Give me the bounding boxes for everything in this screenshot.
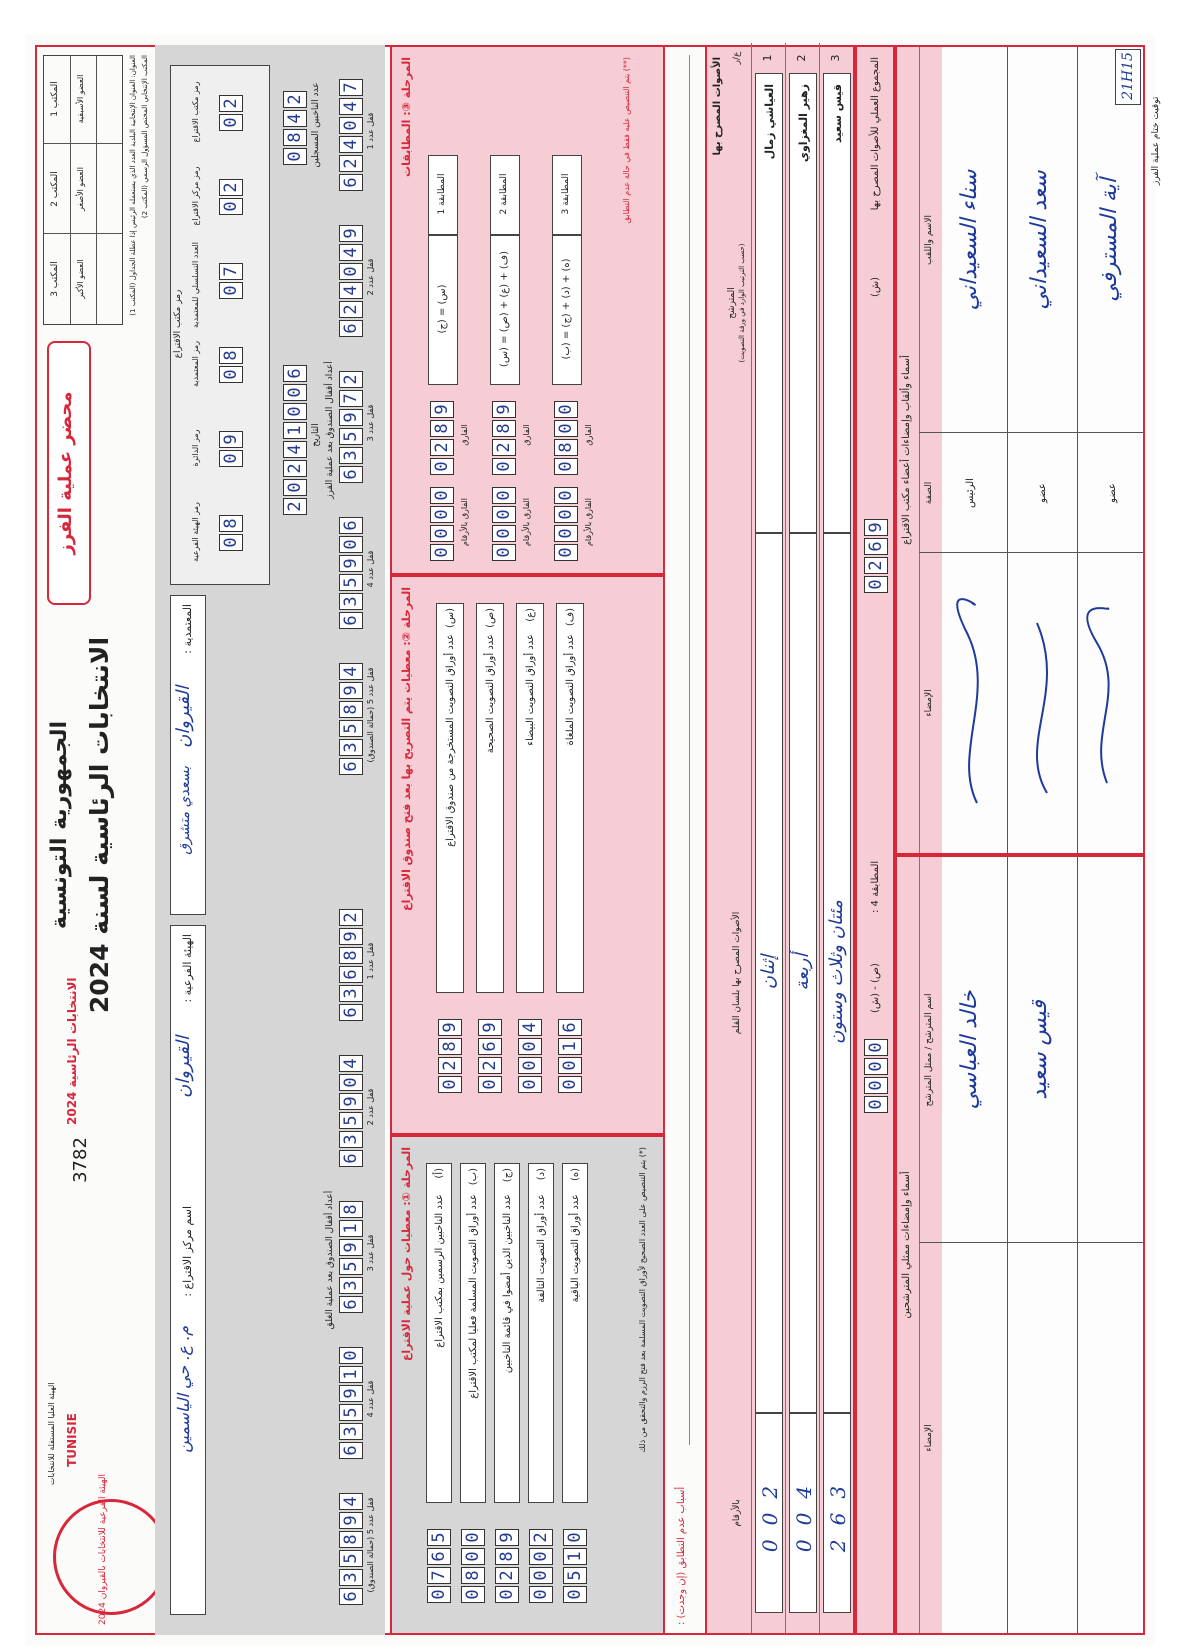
digit-cell: 5 [339, 1112, 363, 1129]
match4-digits[interactable] [864, 1039, 888, 1113]
match1-left[interactable] [430, 401, 454, 475]
digit-cell: 1 [558, 1038, 582, 1055]
digit-cell: 0 [219, 534, 243, 551]
member-name-3: آية المسترفي [1097, 178, 1122, 302]
representatives-table: أسماء وإمضاءات ممثلي المترشحين اسم المترشح / ممثل المترشح الإمضاء خالد العباسي قيس سعيد [895, 855, 1145, 1635]
digit-cell: 3 [339, 1131, 363, 1148]
brand-logo: TUNISIE [65, 1413, 79, 1467]
totals-row [855, 45, 895, 1635]
digit-cell: 9 [339, 682, 363, 699]
digit-cell: 1 [563, 1548, 587, 1565]
digit-cell: 0 [492, 458, 516, 475]
digit-cell: 5 [339, 720, 363, 737]
code-cell: رمز الدائرة 0 9 [191, 429, 241, 467]
candidate-row: 1 العياشي زمال إثنان 002 [751, 43, 786, 1633]
digit-cell: 0 [518, 1038, 542, 1055]
digit-cell: 0 [461, 1586, 485, 1603]
digit-cell: 0 [461, 1548, 485, 1565]
match2-left[interactable] [492, 401, 516, 475]
digit-cell: 4 [339, 136, 363, 153]
locks-caption-2: أعداد أقفال الصندوق بعد عملية الفرز [325, 361, 335, 499]
digit-cell: 1 [339, 1366, 363, 1383]
digit-cell: 8 [461, 1567, 485, 1584]
digit-cell: 0 [492, 544, 516, 561]
digit-cell: 0 [339, 1074, 363, 1091]
digit-cell: 0 [283, 403, 307, 420]
digit-cell: 0 [219, 198, 243, 215]
digit-cell: 2 [339, 155, 363, 172]
locks-row-1: أعداد أقفال الصندوق بعد عملية الغلق 6 3 6 8 9 2 قفل عدد 1 6 3 5 9 0 4 قفل عدد 2 6 3 5 9 1 8 قفل عدد 3 6 3 5 9 1 0 قفل عدد 4 6 3 5 8 9 4 قفل عدد 5 (حمالة الصندوق) [325, 895, 380, 1625]
digit-cell: 2 [339, 909, 363, 926]
digit-cell: 4 [339, 1493, 363, 1510]
office-r2: العضو الأصغر [76, 167, 85, 211]
member-name-1: سناء السعيداني [957, 169, 982, 311]
stage1-row: عدد أوراق التصويت المسلمة فعليا لمكتب الاقتراع (ب) 0 8 0 0 [458, 1143, 492, 1623]
signatures-drawing [947, 593, 1137, 813]
office-col-3: المكتب 3 [50, 261, 60, 297]
digit-cell: 6 [864, 538, 888, 555]
code-cell: العدد التسلسلي للمعتمدية 0 7 [191, 242, 241, 329]
stage3-title: المرحلة ③: المطابقات [400, 57, 413, 177]
stage3-panel [390, 45, 665, 575]
stage2-s-digits[interactable] [438, 1019, 462, 1093]
digit-cell: 2 [864, 557, 888, 574]
digit-cell: 0 [427, 1586, 451, 1603]
registered-digits[interactable] [283, 91, 307, 165]
code-cell: رمز الهيئة الفرعية 0 8 [191, 502, 241, 562]
digit-cell: 7 [427, 1567, 451, 1584]
digit-cell: 0 [283, 479, 307, 496]
digit-cell: 0 [438, 1076, 462, 1093]
digit-cell: 9 [339, 1385, 363, 1402]
code-digits-1[interactable] [219, 95, 243, 131]
digit-cell: 2 [219, 179, 243, 196]
digit-cell: 8 [339, 947, 363, 964]
digit-cell: 9 [339, 225, 363, 242]
lock-1-3[interactable] [339, 1201, 363, 1313]
reasons-line [689, 55, 690, 1445]
digit-cell: 6 [558, 1019, 582, 1036]
office-r3: العضو الأكبر [76, 259, 85, 299]
digit-cell: 0 [554, 487, 578, 504]
stage1-rows [424, 1143, 594, 1623]
total-label: المجموع العملي للأصوات المصرح بها [870, 57, 881, 211]
digit-cell: 0 [219, 450, 243, 467]
delegation-field[interactable] [170, 595, 206, 915]
digit-cell: 5 [339, 428, 363, 445]
digit-cell: 4 [339, 1055, 363, 1072]
digit-cell: 8 [339, 1531, 363, 1548]
digit-cell: 9 [339, 409, 363, 426]
stage1-row: عدد أوراق التصويت التالفة (د) 0 0 0 2 [526, 1143, 560, 1623]
digit-cell: 6 [283, 365, 307, 382]
office-note: العنوان: العنوان الإنتخابية البلدية العدد الذي يستعمله الرئيس إذا عطلة الجداول (المكتب 1) [129, 55, 137, 316]
locks-row-2: أعداد أقفال الصندوق بعد عملية الفرز 6 2 4 0 4 7 قفل عدد 1 6 2 4 0 4 9 قفل عدد 2 6 3 5 9 7 2 قفل عدد 3 6 3 5 9 0 6 قفل عدد 4 6 3 5 8 9 4 قفل عدد 5 (حمالة الصندوق) [325, 65, 380, 795]
stage1-row: عدد الناخبين الذين أمضوا في قائمة الناخبين (ج) 0 2 8 9 [492, 1143, 526, 1623]
codes-row [191, 74, 261, 574]
candidate-row: 3 قيس سعيد مئتان وثلاث وستون 263 [819, 43, 854, 1633]
members-title: أسماء وألقاب وإمضاءات أعضاء مكتب الاقتراع [901, 355, 912, 545]
digit-cell: 1 [339, 1220, 363, 1237]
stage2-rows: عدد أوراق التصويت المستخرجة من صندوق الاقتراع (س) 0 2 8 9 عدد أوراق التصويت الصحيحة (ص) 0 2 6 9 عدد أوراق التصويت البيضاء (ع) 0 0 0 4 عدد أوراق التصويت الملغاة (ف) 0 0 1 6 [432, 583, 592, 1123]
stage1-b-digits[interactable] [461, 1529, 485, 1603]
lock-1-1[interactable] [339, 909, 363, 1021]
digit-cell: 6 [339, 966, 363, 983]
digit-cell: 3 [339, 739, 363, 756]
digit-cell: 0 [430, 544, 454, 561]
codes-caption: رمز مكتب الاقتراع [173, 289, 183, 359]
digit-cell: 9 [864, 519, 888, 536]
digit-cell: 3 [339, 1277, 363, 1294]
digit-cell: 8 [339, 701, 363, 718]
total-digits[interactable] [864, 519, 888, 593]
digit-cell: 8 [339, 1201, 363, 1218]
digit-cell: 8 [495, 1548, 519, 1565]
stage1-e-digits[interactable] [563, 1529, 587, 1603]
digit-cell: 6 [339, 466, 363, 483]
digit-cell: 3 [339, 1569, 363, 1586]
elections-logo: الانتخابات الرئاسية 2024 [65, 977, 79, 1125]
stamp-text: الهيئة الفرعية للانتخابات بالقيروان 2024 [98, 1474, 108, 1625]
digit-cell: 0 [219, 282, 243, 299]
candidates-title: الأصوات المصرح بها [712, 57, 723, 156]
office-note2: المكتب الإنتخابي المختص المسؤول الرسمي (المكتب 2) [141, 55, 149, 219]
code-digits-6[interactable] [219, 515, 243, 551]
stage3-rows: المطابقة 1 (ج) = (س) 0 2 8 9 0 0 0 0 الفارق الفارق بالأرقام المطابقة 2 (س) = (ص) + (ع) + (ف) 0 2 8 9 0 0 0 0 الفارق الفارق بالأرقام المطابقة 3 (ب) = (ج) + (د) + (ه) 0 8 0 0 0 0 0 0 الفارق الفارق بالأرقام [426, 51, 612, 565]
digit-cell: 0 [864, 1077, 888, 1094]
total-key: (ش) [870, 277, 881, 298]
digit-cell: 0 [339, 263, 363, 280]
election-title: الانتخابات الرئاسية لسنة 2024 [85, 636, 114, 1014]
digit-cell: 0 [554, 506, 578, 523]
digit-cell: 2 [529, 1529, 553, 1546]
digit-cell: 0 [495, 1586, 519, 1603]
digit-cell: 0 [283, 384, 307, 401]
digit-cell: 0 [430, 525, 454, 542]
digit-cell: 6 [427, 1548, 451, 1565]
digit-cell: 2 [283, 498, 307, 515]
doc-title-badge: محضر عملية الفرز [47, 341, 91, 605]
delegation-value: القيروان [173, 686, 194, 748]
lock-2-5[interactable] [339, 663, 363, 775]
digit-cell: 0 [563, 1529, 587, 1546]
digit-cell: 0 [430, 458, 454, 475]
digit-cell: 0 [339, 1347, 363, 1364]
lock-1-2[interactable] [339, 1055, 363, 1167]
digit-cell: 0 [283, 148, 307, 165]
digit-cell: 0 [558, 1057, 582, 1074]
lock-2-3[interactable] [339, 371, 363, 483]
digit-cell: 9 [339, 1093, 363, 1110]
digit-cell: 3 [339, 985, 363, 1002]
closing-time-box[interactable] [1115, 49, 1141, 105]
reps-title: أسماء وإمضاءات ممثلي المترشحين [901, 1171, 912, 1319]
digit-cell: 2 [339, 301, 363, 318]
digit-cell: 5 [339, 574, 363, 591]
stage2-panel [390, 575, 665, 1135]
digit-cell: 2 [339, 371, 363, 388]
digit-cell: 2 [283, 460, 307, 477]
digit-cell: 0 [864, 1039, 888, 1056]
logo-text: الهيئة العليا المستقلة للانتخابات [47, 1382, 56, 1485]
code-cell: رمز المعتمدية 0 8 [191, 341, 241, 388]
digit-cell: 0 [529, 1567, 553, 1584]
digit-cell: 0 [339, 536, 363, 553]
digit-cell: 6 [478, 1038, 502, 1055]
digit-cell: 2 [495, 1567, 519, 1584]
digit-cell: 5 [427, 1529, 451, 1546]
stage3-note: (**) يتم التنصيص عليه فقط في حالة عدم التطابق [622, 57, 631, 224]
instance-label: الهيئة الفرعية : [181, 934, 194, 1003]
date-digits[interactable] [283, 365, 307, 515]
member-name-2: سعد السعيداني [1027, 170, 1052, 310]
digit-cell: 4 [339, 663, 363, 680]
digit-cell: 8 [283, 129, 307, 146]
digit-cell: 2 [283, 91, 307, 108]
reasons-label: أسباب عدم التطابق (إن وجدت) : [676, 1486, 687, 1625]
digit-cell: 0 [492, 487, 516, 504]
vote-count-form [25, 35, 1161, 1645]
digit-cell: 6 [339, 1004, 363, 1021]
digit-cell: 6 [339, 1150, 363, 1167]
instance-value: القيروان [173, 1036, 194, 1098]
digit-cell: 0 [219, 366, 243, 383]
digit-cell: 0 [563, 1586, 587, 1603]
digit-cell: 0 [554, 458, 578, 475]
stage2-title: المرحلة ②: معطيات يتم التصريح بها بعد فتح صندوق الاقتراع [400, 587, 413, 911]
stage2-a-digits[interactable] [518, 1019, 542, 1093]
registered-label: عدد الناخبين المسجلين [311, 82, 321, 168]
digit-cell: 7 [339, 390, 363, 407]
digit-cell: 0 [518, 1076, 542, 1093]
digit-cell: 1 [283, 422, 307, 439]
digit-cell: 6 [339, 174, 363, 191]
lock-2-1[interactable] [339, 79, 363, 191]
digit-cell: 9 [339, 928, 363, 945]
digit-cell: 5 [563, 1567, 587, 1584]
school-value: بسعدي متشرق [177, 766, 193, 855]
digit-cell: 7 [339, 79, 363, 96]
closing-label: توقيت ختام عملية الفرز [1151, 96, 1161, 185]
match3-right[interactable] [554, 487, 578, 561]
code-digits-5[interactable] [219, 431, 243, 467]
lock-2-4[interactable] [339, 517, 363, 629]
digit-cell: 0 [558, 1076, 582, 1093]
digit-cell: 5 [339, 1258, 363, 1275]
match4-formula: (ص) - (ش) [870, 963, 881, 1013]
code-cell: رمز مركز الاقتراع 0 2 [191, 166, 241, 226]
digit-cell: 6 [339, 320, 363, 337]
rep-name-2: قيس سعيد [1027, 1000, 1052, 1100]
lock-1-5[interactable] [339, 1493, 363, 1605]
members-table: أسماء وألقاب وإمضاءات أعضاء مكتب الاقتراع الاسم واللقب الصفة الإمضاء سناء السعيداني الرئيس سعد السعيداني عضو آية المسترفي عضو [895, 45, 1145, 855]
digit-cell: 4 [283, 441, 307, 458]
digit-cell: 2 [438, 1057, 462, 1074]
code-digits-2[interactable] [219, 179, 243, 215]
digit-cell: 6 [339, 1588, 363, 1605]
member-role-2: عضو [1037, 483, 1048, 503]
match3-left[interactable] [554, 401, 578, 475]
code-digits-4[interactable] [219, 347, 243, 383]
serial-number: 3782 [70, 1137, 91, 1183]
locks-caption-1: أعداد أقفال الصندوق بعد عملية الغلق [325, 1190, 335, 1330]
digit-cell: 8 [430, 420, 454, 437]
digit-cell: 4 [339, 282, 363, 299]
digit-cell: 0 [518, 1057, 542, 1074]
digit-cell: 0 [864, 576, 888, 593]
candidates-head: ع/ر المترشح (حسب الترتيب الوارد في ورقة التصويت) الأصوات المصرح بها بلسان القلم بالأرقام [727, 51, 746, 1527]
stage1-footnote: (*) يتم التنصيص على العدد الصحيح لأوراق التصويت المسلمة بعد فتح الرزم والتحقق من ذلك [638, 1147, 647, 1453]
digit-cell: 4 [339, 98, 363, 115]
digit-cell: 9 [478, 1019, 502, 1036]
stage1-panel [390, 1135, 665, 1635]
member-role-1: الرئيس [965, 478, 976, 508]
digit-cell: 0 [461, 1529, 485, 1546]
stage1-d-digits[interactable] [529, 1529, 553, 1603]
digit-cell: 9 [339, 555, 363, 572]
digit-cell: 0 [529, 1586, 553, 1603]
office-r1: العضو الأسبقية [76, 74, 85, 124]
digit-cell: 3 [339, 447, 363, 464]
lock-1-4[interactable] [339, 1347, 363, 1459]
stage2-p-digits[interactable] [478, 1019, 502, 1093]
code-digits-3[interactable] [219, 263, 243, 299]
digit-cell: 4 [283, 110, 307, 127]
stage2-f-digits[interactable] [558, 1019, 582, 1093]
digit-cell: 0 [219, 114, 243, 131]
candidates-table [705, 45, 855, 1635]
digit-cell: 6 [339, 1442, 363, 1459]
scanned-page [25, 35, 1161, 1645]
digit-cell: 5 [339, 1550, 363, 1567]
stamp-circle [53, 1499, 169, 1615]
office-col-1: المكتب 1 [50, 81, 60, 117]
digit-cell: 0 [554, 401, 578, 418]
match2-right[interactable] [492, 487, 516, 561]
rep-name-1: خالد العباسي [957, 990, 982, 1110]
digit-cell: 8 [554, 439, 578, 456]
stage1-title: المرحلة ①: معطيات حول عملية الاقتراع [400, 1147, 413, 1362]
digit-cell: 0 [529, 1548, 553, 1565]
lock-2-2[interactable] [339, 225, 363, 337]
code-cell: رمز مكتب الاقتراع 0 2 [191, 81, 241, 143]
delegation-label: المعتمدية : [181, 604, 194, 654]
digit-cell: 0 [554, 420, 578, 437]
office-col-2: المكتب 2 [50, 171, 60, 207]
digit-cell: 6 [339, 612, 363, 629]
digit-cell: 2 [430, 439, 454, 456]
digit-cell: 0 [430, 506, 454, 523]
instance-field[interactable] [170, 925, 206, 1615]
match1-right[interactable] [430, 487, 454, 561]
digit-cell: 4 [339, 244, 363, 261]
digit-cell: 0 [430, 487, 454, 504]
digit-cell: 9 [438, 1019, 462, 1036]
digit-cell: 9 [492, 401, 516, 418]
digit-cell: 0 [339, 117, 363, 134]
digit-cell: 4 [518, 1019, 542, 1036]
stage1-a-digits[interactable] [427, 1529, 451, 1603]
digit-cell: 2 [478, 1057, 502, 1074]
closing-time: 21H15 [1120, 52, 1136, 100]
stage1-row: عدد أوراق التصويت الباقية (ه) 0 5 1 0 [560, 1143, 594, 1623]
digit-cell: 9 [339, 1239, 363, 1256]
match4-label: المطابقة 4 : [870, 860, 881, 913]
center-value: م. ع. حي الياسمين [174, 1326, 193, 1453]
digit-cell: 3 [339, 1423, 363, 1440]
stage1-c-digits[interactable] [495, 1529, 519, 1603]
digit-cell: 9 [495, 1529, 519, 1546]
republic-title: الجمهورية التونسية [47, 720, 72, 930]
digit-cell: 6 [339, 758, 363, 775]
digit-cell: 9 [219, 431, 243, 448]
digit-cell: 8 [492, 420, 516, 437]
digit-cell: 7 [219, 263, 243, 280]
digit-cell: 0 [864, 1096, 888, 1113]
digit-cell: 8 [219, 347, 243, 364]
member-role-3: عضو [1107, 483, 1118, 503]
stage1-row: عدد الناخبين الرسمين بمكتب الاقتراع (أ) 0 7 6 5 [424, 1143, 458, 1623]
digit-cell: 6 [339, 517, 363, 534]
date-caption: التاريخ [311, 423, 321, 447]
digit-cell: 6 [339, 1296, 363, 1313]
office-table [43, 55, 123, 325]
digit-cell: 9 [339, 1512, 363, 1529]
digit-cell: 2 [492, 439, 516, 456]
digit-cell: 8 [438, 1038, 462, 1055]
digit-cell: 0 [492, 525, 516, 542]
digit-cell: 0 [554, 544, 578, 561]
digit-cell: 8 [219, 515, 243, 532]
digit-cell: 3 [339, 593, 363, 610]
digit-cell: 0 [554, 525, 578, 542]
digit-cell: 2 [219, 95, 243, 112]
codes-box [170, 65, 270, 585]
digit-cell: 0 [864, 1058, 888, 1075]
digit-cell: 5 [339, 1404, 363, 1421]
digit-cell: 9 [430, 401, 454, 418]
digit-cell: 0 [478, 1076, 502, 1093]
candidate-row: 2 زهير المغزاوي أربعة 004 [785, 43, 820, 1633]
center-label: اسم مركز الاقتراع : [181, 1206, 194, 1297]
digit-cell: 0 [492, 506, 516, 523]
